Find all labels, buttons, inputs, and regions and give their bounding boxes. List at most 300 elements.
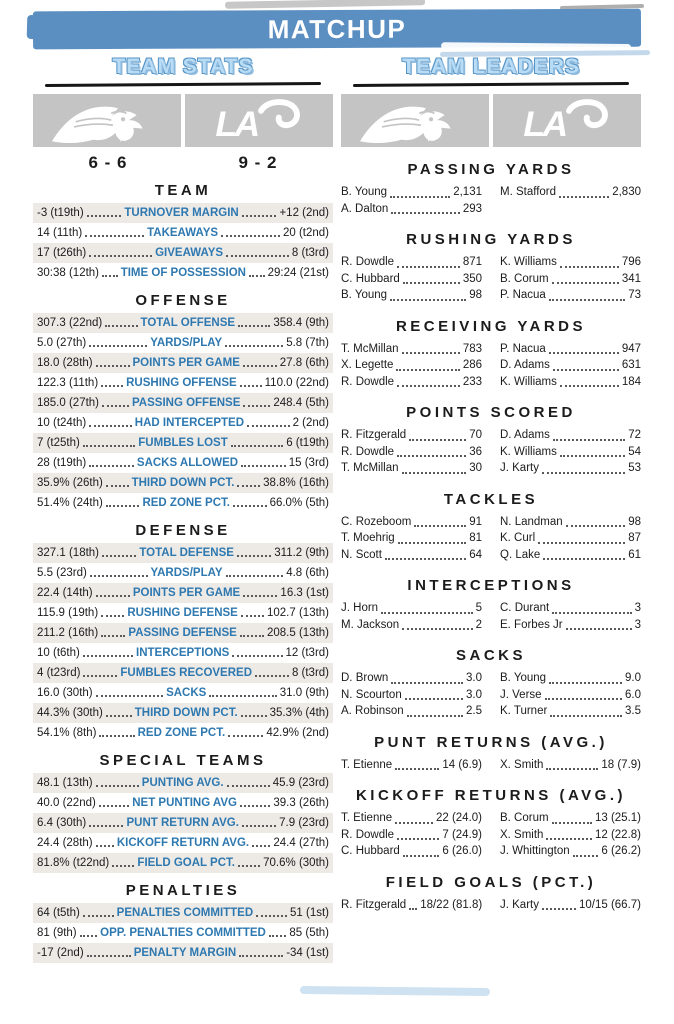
stat-right-value: 38.8% (16th) bbox=[263, 477, 330, 489]
leader-dots bbox=[102, 555, 136, 557]
leader-dots bbox=[549, 352, 619, 354]
stat-row bbox=[33, 663, 333, 683]
leader-dots bbox=[397, 455, 466, 457]
leader-dots bbox=[549, 682, 622, 684]
leader-dots bbox=[238, 865, 260, 867]
stat-right-value: 8 (t3rd) bbox=[291, 667, 330, 679]
stat-row bbox=[33, 203, 333, 223]
leader-grid bbox=[341, 341, 641, 391]
leader-row bbox=[341, 460, 482, 477]
leader-column bbox=[500, 184, 641, 217]
svg-text:LA: LA bbox=[215, 103, 259, 143]
section-title: PUNT RETURNS (AVG.) bbox=[374, 733, 608, 751]
leader-column bbox=[341, 670, 482, 720]
stat-left-value: 6.4 (30th) bbox=[37, 817, 87, 829]
leader-dots bbox=[398, 542, 467, 544]
stat-row bbox=[33, 543, 333, 563]
stat-label: RUSHING DEFENSE bbox=[127, 607, 238, 619]
leader-grid bbox=[341, 427, 641, 477]
leader-row bbox=[500, 827, 641, 844]
svg-text:LA: LA bbox=[523, 103, 567, 143]
section-title: TACKLES bbox=[443, 490, 539, 508]
leader-name: E. Forbes Jr bbox=[500, 618, 563, 631]
leader-row bbox=[341, 374, 482, 391]
leader-column bbox=[341, 341, 482, 391]
leader-dots bbox=[90, 575, 148, 577]
leader-name: B. Young bbox=[341, 289, 388, 301]
record-right-team: 9 - 2 bbox=[238, 153, 278, 172]
leader-dots bbox=[237, 485, 260, 487]
leader-name: B. Young bbox=[341, 186, 388, 198]
leader-value: 233 bbox=[462, 375, 482, 388]
leader-row bbox=[341, 827, 482, 844]
stat-right-value: 85 (5th) bbox=[289, 927, 330, 939]
leader-dots bbox=[397, 838, 439, 840]
heading-underline bbox=[353, 82, 629, 87]
stat-left-value: 81.8% (t22nd) bbox=[37, 857, 110, 869]
stat-row bbox=[33, 493, 333, 513]
leader-value: 631 bbox=[621, 359, 641, 371]
leader-row bbox=[341, 703, 482, 720]
leader-value: 341 bbox=[621, 272, 641, 285]
leader-value: 796 bbox=[621, 256, 641, 268]
stat-left-value: 22.4 (14th) bbox=[37, 587, 93, 599]
leader-row bbox=[500, 341, 641, 358]
leader-dots bbox=[241, 465, 286, 467]
section-title: OFFENSE bbox=[135, 292, 231, 309]
stat-right-value: 12 (t3rd) bbox=[285, 647, 329, 659]
leader-column bbox=[341, 810, 482, 860]
leader-name: R. Dowdle bbox=[341, 828, 395, 841]
leader-name: T. McMillan bbox=[341, 462, 399, 474]
leader-dots bbox=[226, 575, 284, 577]
leader-dots bbox=[552, 282, 619, 284]
leader-dots bbox=[549, 299, 625, 301]
leader-row bbox=[341, 600, 482, 617]
leader-dots bbox=[240, 635, 264, 637]
leader-dots bbox=[397, 385, 460, 387]
leader-name: D. Adams bbox=[500, 429, 550, 441]
stat-right-value: 20 (t2nd) bbox=[282, 227, 329, 239]
stat-right-value: 208.5 (13th) bbox=[267, 627, 330, 639]
leader-dots bbox=[269, 935, 287, 937]
stat-label: NET PUNTING AVG bbox=[132, 797, 237, 809]
leader-name: T. Moehrig bbox=[341, 532, 395, 544]
leader-dots bbox=[105, 325, 137, 327]
leader-name: K. Williams bbox=[500, 445, 557, 458]
leader-value: 871 bbox=[462, 256, 482, 268]
leader-dots bbox=[560, 455, 625, 457]
leader-name: A. Dalton bbox=[341, 202, 389, 215]
leader-dots bbox=[402, 628, 472, 630]
leader-dots bbox=[228, 735, 263, 737]
leader-grid bbox=[341, 810, 641, 860]
leader-dots bbox=[395, 822, 433, 824]
leader-name: R. Dowdle bbox=[341, 256, 395, 268]
leader-value: 72 bbox=[628, 429, 641, 441]
leader-dots bbox=[385, 558, 466, 560]
leader-row bbox=[500, 427, 641, 444]
stat-label: TOTAL DEFENSE bbox=[139, 547, 234, 559]
team-stats-sections bbox=[33, 182, 333, 963]
leader-dots bbox=[255, 675, 289, 677]
leader-dots bbox=[99, 805, 129, 807]
leader-dots bbox=[243, 365, 277, 367]
leader-dots bbox=[225, 345, 283, 347]
stat-right-value: 358.4 (9th) bbox=[273, 317, 329, 329]
leader-dots bbox=[402, 472, 467, 474]
stat-left-value: 7 (t25th) bbox=[37, 437, 80, 449]
leader-name: C. Durant bbox=[500, 602, 550, 614]
leader-dots bbox=[405, 698, 463, 700]
stat-left-value: 14 (11th) bbox=[37, 227, 83, 239]
leader-column bbox=[341, 184, 482, 217]
leader-row bbox=[500, 444, 641, 461]
stat-row bbox=[33, 313, 333, 333]
leader-value: 18/22 (81.8) bbox=[420, 898, 483, 911]
stat-right-value: 8 (t3rd) bbox=[291, 247, 329, 259]
leader-row bbox=[341, 547, 482, 564]
stat-label: GIVEAWAYS bbox=[155, 247, 224, 259]
section-title: TEAM bbox=[154, 182, 212, 199]
leader-row bbox=[341, 843, 482, 860]
leader-row bbox=[341, 427, 482, 444]
team-leaders-column bbox=[341, 55, 641, 913]
paint-smudge bbox=[300, 986, 490, 996]
leader-row bbox=[500, 810, 641, 827]
leader-row bbox=[341, 757, 482, 774]
stat-right-value: 5.8 (7th) bbox=[286, 337, 330, 349]
leader-grid bbox=[341, 670, 641, 720]
leader-dots bbox=[83, 915, 114, 917]
section-title: PASSING YARDS bbox=[407, 161, 575, 178]
stat-rows bbox=[33, 903, 333, 963]
leader-name: B. Corum bbox=[500, 812, 549, 824]
stat-left-value: 17 (t26th) bbox=[37, 247, 87, 259]
leader-value: 98 bbox=[469, 289, 482, 301]
stat-label: THIRD DOWN PCT. bbox=[131, 477, 235, 489]
stat-row bbox=[33, 243, 333, 263]
stat-right-value: 4.8 (6th) bbox=[286, 567, 330, 579]
stat-row bbox=[33, 923, 333, 943]
leader-dots bbox=[542, 472, 625, 474]
team-records bbox=[33, 153, 333, 173]
team-logos bbox=[33, 94, 333, 147]
leader-row bbox=[500, 897, 641, 914]
stat-right-value: 42.9% (2nd) bbox=[266, 727, 329, 739]
stat-right-value: 31.0 (9th) bbox=[279, 687, 329, 699]
leader-value: 6 (26.2) bbox=[601, 845, 641, 857]
stat-right-value: 27.8 (6th) bbox=[279, 357, 329, 369]
leader-dots bbox=[83, 675, 117, 677]
leader-dots bbox=[407, 715, 463, 717]
heading-underline bbox=[45, 82, 321, 87]
stat-left-value: 48.1 (13th) bbox=[37, 777, 93, 789]
stat-label: YARDS/PLAY bbox=[150, 567, 223, 579]
leader-grid bbox=[341, 600, 641, 633]
stat-row bbox=[33, 813, 333, 833]
record-left-team: 6 - 6 bbox=[88, 153, 128, 172]
stat-left-value: 24.4 (28th) bbox=[37, 837, 93, 849]
rams-logo bbox=[493, 94, 641, 147]
leader-value: 61 bbox=[628, 548, 641, 561]
leader-value: 947 bbox=[621, 342, 641, 355]
leader-name: J. Verse bbox=[500, 688, 542, 701]
leader-name: T. McMillan bbox=[341, 342, 399, 355]
leader-value: 13 (25.1) bbox=[594, 812, 641, 824]
page-title: MATCHUP bbox=[267, 13, 407, 44]
leader-row bbox=[341, 687, 482, 704]
leader-name: B. Corum bbox=[500, 272, 549, 285]
panthers-logo bbox=[33, 94, 181, 147]
stat-left-value: 211.2 (16th) bbox=[37, 627, 99, 639]
leader-row bbox=[341, 271, 482, 288]
leader-value: 70 bbox=[469, 429, 482, 441]
leader-dots bbox=[96, 785, 139, 787]
stat-label: FUMBLES RECOVERED bbox=[120, 667, 253, 679]
team-leaders-heading: TEAM LEADERS bbox=[402, 55, 580, 78]
leader-name: A. Robinson bbox=[341, 705, 404, 717]
leader-column bbox=[500, 897, 641, 914]
stat-label: OPP. PENALTIES COMMITTED bbox=[100, 927, 266, 939]
leader-column bbox=[500, 810, 641, 860]
stat-left-value: -17 (2nd) bbox=[37, 947, 84, 959]
stat-right-value: 6 (t19th) bbox=[286, 437, 330, 449]
stat-left-value: 35.9% (26th) bbox=[37, 477, 103, 489]
leader-dots bbox=[414, 525, 466, 527]
leader-row bbox=[500, 670, 641, 687]
leader-row bbox=[500, 703, 641, 720]
section-title: FIELD GOALS (PCT.) bbox=[385, 873, 597, 891]
stat-right-value: 15 (3rd) bbox=[288, 457, 330, 469]
stat-label: YARDS/PLAY bbox=[150, 337, 223, 349]
stat-row bbox=[33, 453, 333, 473]
leader-dots bbox=[106, 485, 129, 487]
leader-name: P. Nacua bbox=[500, 342, 546, 355]
leader-dots bbox=[106, 715, 132, 717]
leader-dots bbox=[106, 505, 140, 507]
stat-row bbox=[33, 263, 333, 283]
leader-dots bbox=[573, 855, 599, 857]
leader-column bbox=[500, 514, 641, 564]
stat-left-value: 30:38 (12th) bbox=[37, 267, 100, 279]
leader-value: 87 bbox=[628, 532, 641, 544]
leader-dots bbox=[391, 682, 463, 684]
team-stats-heading: TEAM STATS bbox=[112, 55, 254, 78]
leader-dots bbox=[112, 865, 134, 867]
leader-value: 350 bbox=[462, 272, 482, 285]
leader-dots bbox=[226, 255, 289, 257]
leader-value: 3 bbox=[634, 618, 641, 631]
leader-dots bbox=[545, 698, 622, 700]
leader-row bbox=[500, 547, 641, 564]
leader-row bbox=[341, 341, 482, 358]
leader-row bbox=[500, 357, 641, 374]
stat-left-value: 307.3 (22nd) bbox=[37, 317, 103, 329]
stat-rows bbox=[33, 773, 333, 873]
leader-dots bbox=[553, 369, 619, 371]
leader-dots bbox=[89, 825, 123, 827]
stat-right-value: 70.6% (30th) bbox=[263, 857, 329, 869]
leader-dots bbox=[252, 845, 270, 847]
leader-dots bbox=[209, 695, 276, 697]
leader-dots bbox=[566, 628, 632, 630]
leader-value: 91 bbox=[469, 515, 482, 528]
leader-column bbox=[500, 670, 641, 720]
leader-value: 783 bbox=[462, 342, 482, 355]
leader-name: X. Smith bbox=[500, 828, 544, 841]
stat-right-value: 66.0% (5th) bbox=[269, 497, 330, 509]
leader-dots bbox=[241, 615, 264, 617]
stat-label: POINTS PER GAME bbox=[132, 587, 241, 599]
leader-dots bbox=[231, 445, 283, 447]
leader-name: J. Whittington bbox=[500, 845, 570, 857]
leader-row bbox=[500, 617, 641, 634]
leader-dots bbox=[87, 955, 131, 957]
leader-value: 3 bbox=[634, 602, 641, 614]
leader-row bbox=[500, 287, 641, 304]
stat-left-value: 5.0 (27th) bbox=[37, 337, 87, 349]
stat-right-value: 110.0 (22nd) bbox=[264, 377, 329, 389]
team-stats-column bbox=[33, 55, 333, 963]
section-title: DEFENSE bbox=[135, 522, 231, 539]
leader-dots bbox=[566, 525, 626, 527]
stat-rows bbox=[33, 203, 333, 283]
stat-left-value: 10 (t6th) bbox=[37, 647, 80, 659]
leader-dots bbox=[543, 558, 625, 560]
leader-value: 293 bbox=[462, 202, 482, 215]
leader-dots bbox=[240, 385, 262, 387]
leader-value: 30 bbox=[469, 462, 482, 474]
stat-label: RED ZONE PCT. bbox=[137, 727, 226, 739]
leader-row bbox=[341, 287, 482, 304]
team-logos bbox=[341, 94, 641, 147]
leader-row bbox=[500, 374, 641, 391]
stat-label: POINTS PER GAME bbox=[132, 357, 240, 369]
stat-right-value: -34 (1st) bbox=[286, 947, 330, 959]
matchup-banner bbox=[33, 9, 641, 50]
leader-dots bbox=[560, 266, 619, 268]
leader-name: N. Scott bbox=[341, 548, 382, 561]
stat-left-value: 5.5 (23rd) bbox=[37, 567, 87, 579]
leader-row bbox=[341, 444, 482, 461]
leader-name: C. Rozeboom bbox=[341, 515, 412, 528]
stat-left-value: 40.0 (22nd) bbox=[37, 797, 96, 809]
leader-column bbox=[500, 341, 641, 391]
leader-row bbox=[500, 254, 641, 271]
stat-right-value: 51 (1st) bbox=[290, 907, 329, 919]
stat-label: FIELD GOAL PCT. bbox=[137, 857, 235, 869]
stat-rows bbox=[33, 313, 333, 513]
stat-label: TOTAL OFFENSE bbox=[140, 317, 236, 329]
leader-name: C. Hubbard bbox=[341, 272, 400, 285]
leader-value: 3.5 bbox=[625, 705, 641, 717]
leader-row bbox=[500, 271, 641, 288]
leader-dots bbox=[247, 425, 290, 427]
leader-value: 98 bbox=[628, 515, 641, 528]
stat-left-value: 10 (t24th) bbox=[37, 417, 87, 429]
stat-right-value: 102.7 (13th) bbox=[267, 607, 330, 619]
stat-row bbox=[33, 563, 333, 583]
stat-right-value: 2 (2nd) bbox=[292, 417, 329, 429]
leader-dots bbox=[101, 385, 123, 387]
leader-row bbox=[341, 254, 482, 271]
leader-row bbox=[500, 530, 641, 547]
leader-value: 54 bbox=[628, 445, 641, 458]
leader-dots bbox=[409, 439, 466, 441]
leader-row bbox=[341, 184, 482, 201]
leader-name: X. Legette bbox=[341, 359, 394, 371]
stat-left-value: 28 (t19th) bbox=[37, 457, 87, 469]
leader-dots bbox=[553, 439, 625, 441]
leader-row bbox=[341, 897, 482, 914]
section-title: SACKS bbox=[455, 647, 526, 664]
leader-value: 6 (26.0) bbox=[442, 845, 482, 857]
leader-dots bbox=[256, 915, 287, 917]
stat-row bbox=[33, 903, 333, 923]
stat-row bbox=[33, 353, 333, 373]
stat-right-value: 16.3 (1st) bbox=[280, 587, 329, 599]
leader-value: 7 (24.9) bbox=[442, 828, 482, 841]
leader-row bbox=[341, 670, 482, 687]
stat-row bbox=[33, 793, 333, 813]
leader-value: 3.0 bbox=[466, 688, 482, 701]
leader-name: R. Fitzgerald bbox=[341, 429, 407, 441]
leader-dots bbox=[89, 425, 132, 427]
leader-row bbox=[500, 514, 641, 531]
leader-name: K. Curl bbox=[500, 532, 536, 544]
leader-name: K. Williams bbox=[500, 375, 557, 388]
leader-value: 2.5 bbox=[466, 705, 482, 717]
leader-name: J. Karty bbox=[500, 462, 539, 474]
leader-dots bbox=[402, 352, 460, 354]
leader-row bbox=[341, 357, 482, 374]
leader-name: J. Karty bbox=[500, 898, 539, 911]
stat-left-value: 81 (9th) bbox=[37, 927, 77, 939]
stat-label: TAKEAWAYS bbox=[147, 227, 219, 239]
stat-left-value: 18.0 (28th) bbox=[37, 357, 93, 369]
stat-row bbox=[33, 853, 333, 873]
stat-row bbox=[33, 393, 333, 413]
leader-dots bbox=[240, 805, 270, 807]
stat-left-value: 327.1 (18th) bbox=[37, 547, 100, 559]
leader-name: M. Jackson bbox=[341, 618, 400, 631]
leader-dots bbox=[538, 542, 625, 544]
stat-label: SACKS ALLOWED bbox=[136, 457, 239, 469]
team-leaders-sections bbox=[341, 161, 641, 913]
leader-dots bbox=[96, 845, 114, 847]
stat-right-value: 39.3 (26th) bbox=[273, 797, 330, 809]
leader-dots bbox=[242, 825, 276, 827]
leader-value: 2,830 bbox=[612, 186, 641, 198]
leader-dots bbox=[560, 385, 619, 387]
leader-name: Q. Lake bbox=[500, 548, 541, 561]
stat-label: HAD INTERCEPTED bbox=[134, 417, 245, 429]
leader-column bbox=[341, 514, 482, 564]
stat-left-value: 115.9 (19th) bbox=[37, 607, 99, 619]
leader-value: 12 (22.8) bbox=[594, 828, 641, 841]
section-title: RUSHING YARDS bbox=[406, 231, 576, 248]
leader-name: K. Williams bbox=[500, 256, 557, 268]
leader-column bbox=[500, 600, 641, 633]
leader-grid bbox=[341, 757, 641, 774]
leader-dots bbox=[381, 612, 473, 614]
leader-column bbox=[341, 600, 482, 633]
leader-row bbox=[341, 201, 482, 218]
leader-value: 14 (6.9) bbox=[442, 758, 482, 771]
stat-right-value: 248.4 (5th) bbox=[273, 397, 329, 409]
leader-dots bbox=[396, 369, 459, 371]
